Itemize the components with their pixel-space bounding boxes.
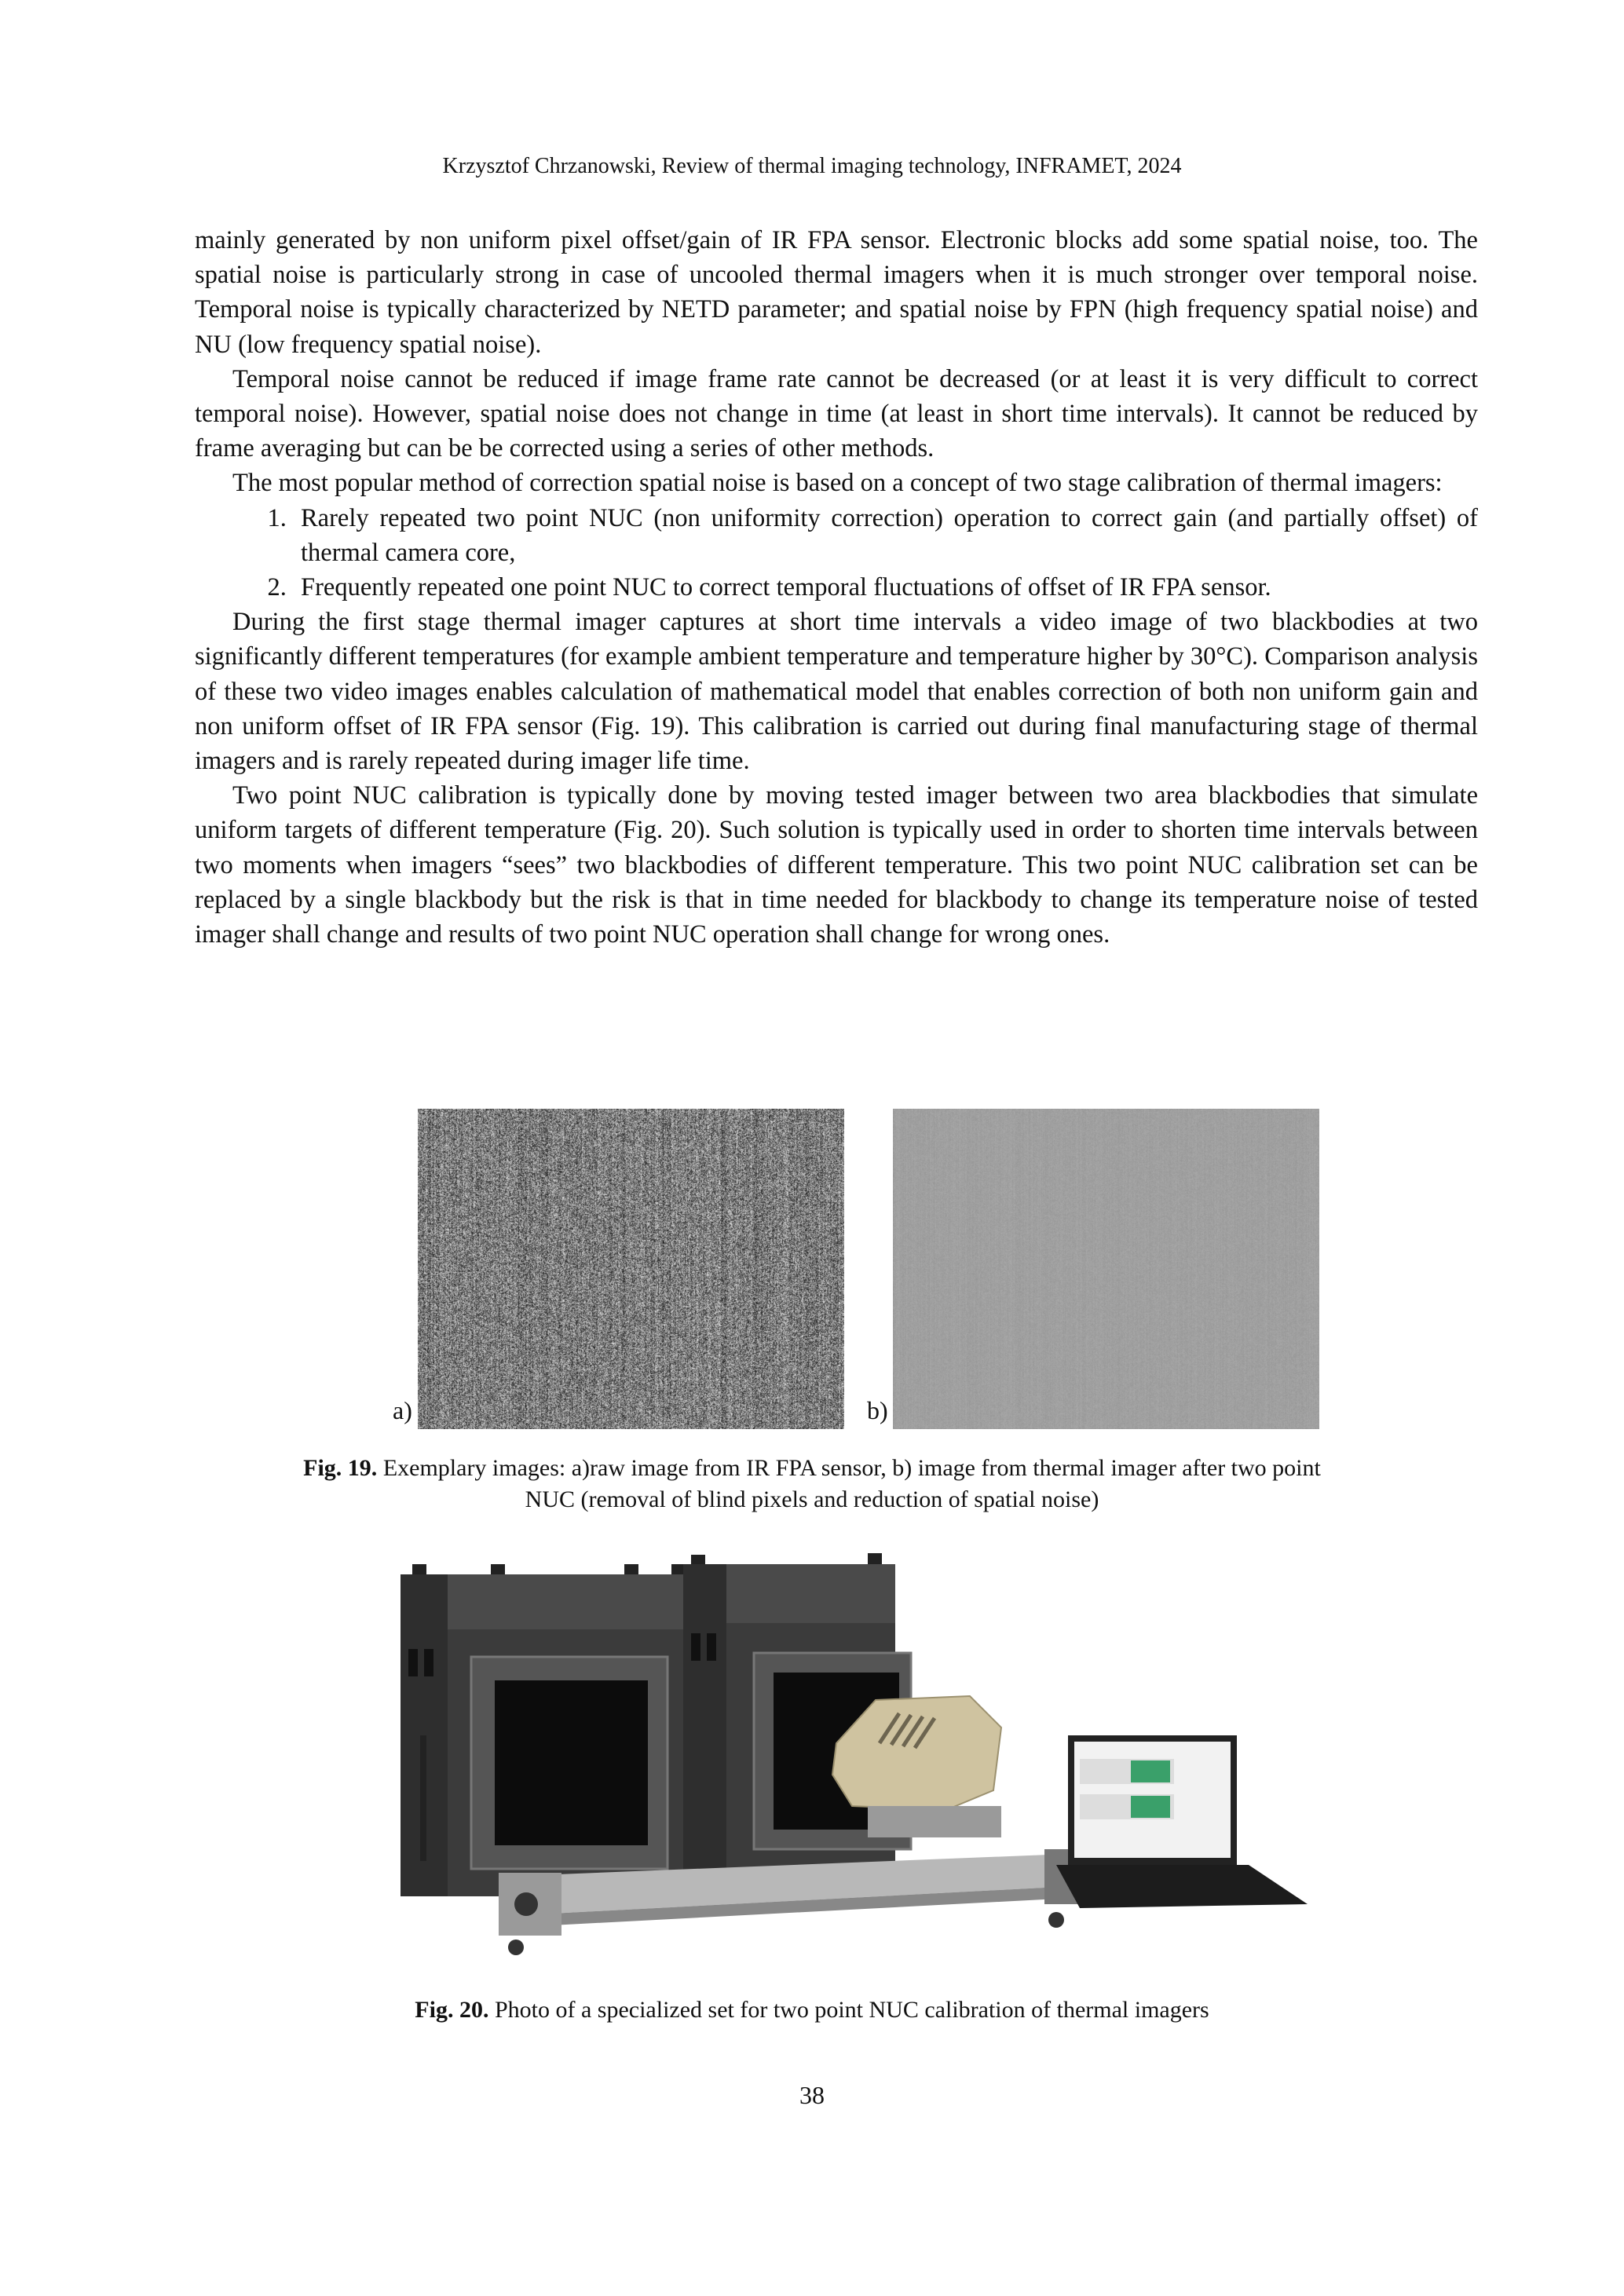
paragraph: Temporal noise cannot be reduced if image frame rate cannot be decreased (or at least it is very difficult to correct temporal noise). However, spatial noise does not change in time (at least in short time intervals). It cannot be reduced by frame averaging but can be be corrected using a series of other methods. (195, 364, 1478, 463)
laptop (1056, 1735, 1308, 1908)
caption-label: Fig. 20. (415, 1997, 489, 2023)
caption-text: Exemplary images: a)raw image from IR FPA sensor, b) image from thermal imager after two point (377, 1455, 1321, 1481)
blackbody-left (401, 1564, 687, 1896)
caption-text: NUC (removal of blind pixels and reduction of spatial noise) (525, 1486, 1099, 1512)
subfigure-label-b: b) (867, 1396, 888, 1424)
paragraph: The most popular method of correction spatial noise is based on a concept of two stage calibration of thermal imagers: (232, 469, 1443, 498)
body-text (195, 223, 1478, 952)
paragraph: Two point NUC calibration is typically done by moving tested imager between two area blackbodies that simulate uniform targets of different temperature (Fig. 20). Such solution is typically used in order to shorten time intervals between two moments when imagers “sees” two blackbodies of different temperature. This two point NUC calibration set can be replaced by a single blackbody but the risk is that in time needed for blackbody to change its temperature noise of tested imager shall change and results of two point NUC operation shall change for wrong ones. (195, 781, 1478, 949)
running-header: Krzysztof Chrzanowski, Review of thermal imaging technology, INFRAMET, 2024 (442, 154, 1182, 178)
nuc-calibration-set-photo (397, 1539, 1323, 1979)
list-item: 2. Frequently repeated one point NUC to correct temporal fluctuations of offset of IR FPA sensor. (293, 570, 1478, 605)
figure-19-caption (0, 1453, 1624, 1515)
list-item: 1. Rarely repeated two point NUC (non uniformity correction) operation to correct gain (and partially offset) of thermal camera core, (293, 501, 1478, 570)
paragraph: mainly generated by non uniform pixel offset/gain of IR FPA sensor. Electronic blocks add some spatial noise, too. The spatial noise is particularly strong in case of uncooled thermal imagers when it is much stronger over temporal noise. Temporal noise is typically characterized by NETD parameter; and spatial noise by FPN (high frequency spatial noise) and NU (low frequency spatial noise). (195, 226, 1478, 359)
paragraph: During the first stage thermal imager captures at short time intervals a video image of two blackbodies at two significantly different temperatures (for example ambient temperature and temperature higher by 30°C). Comparison analysis of these two video images enables calculation of mathematical model that enables correction of both non uniform gain and non uniform offset of IR FPA sensor (Fig. 19). This calibration is carried out during final manufacturing stage of thermal imagers and is rarely repeated during imager life time. (195, 608, 1478, 776)
caption-text: Photo of a specialized set for two point NUC calibration of thermal imagers (488, 1997, 1209, 2023)
figure-20-caption (0, 1994, 1624, 2026)
caption-label: Fig. 19. (303, 1455, 378, 1481)
subfigure-label-a: a) (393, 1396, 412, 1424)
corrected-nuc-image (893, 1109, 1319, 1429)
calibration-stage-list (195, 501, 1478, 605)
raw-ir-fpa-image (418, 1109, 844, 1429)
page-number: 38 (799, 2081, 825, 2109)
